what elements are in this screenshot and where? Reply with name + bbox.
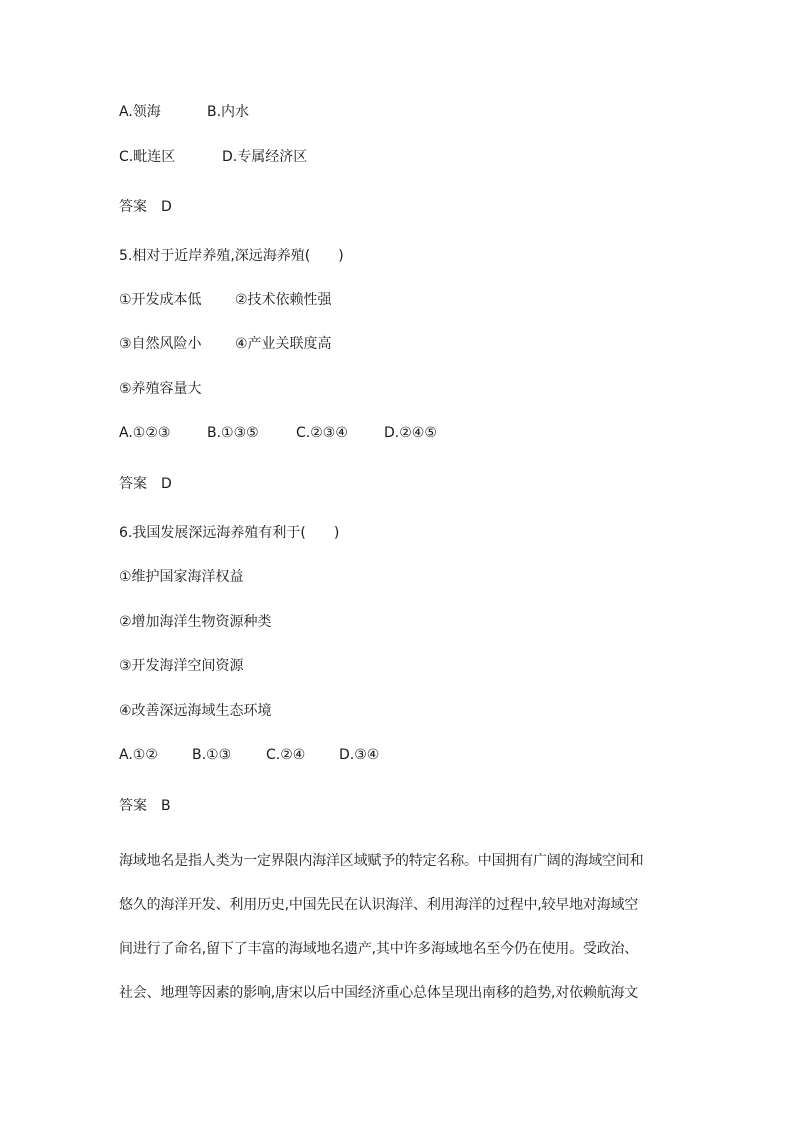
q6-answer: 答案 B <box>119 798 171 814</box>
q6-item-4: ④改善深远海域生态环境 <box>119 703 272 719</box>
q6-item-1: ①维护国家海洋权益 <box>119 569 244 585</box>
q5-option-c: C.②③④ <box>296 425 348 441</box>
q4-answer: 答案 D <box>119 199 172 215</box>
q5-item-5: ⑤养殖容量大 <box>119 381 202 397</box>
q6-option-a: A.①② <box>119 747 158 763</box>
q5-option-a: A.①②③ <box>119 425 171 441</box>
q4-option-b: B.内水 <box>207 104 250 120</box>
q5-item-4: ④产业关联度高 <box>235 336 332 352</box>
q4-options-row-2 <box>119 147 307 167</box>
q6-item-2: ②增加海洋生物资源种类 <box>119 614 272 630</box>
q5-items-row-2 <box>119 334 332 354</box>
q5-answer: 答案 D <box>119 476 172 492</box>
q6-option-b: B.①③ <box>192 747 232 763</box>
q5-item-3: ③自然风险小 <box>119 336 202 352</box>
passage-line-3: 间进行了命名,留下了丰富的海域地名遗产,其中许多海域地名至今仍在使用。受政治、 <box>119 941 639 957</box>
q6-item-3: ③开发海洋空间资源 <box>119 658 244 674</box>
q4-option-a: A.领海 <box>119 104 161 120</box>
q6-stem: 6.我国发展深远海养殖有利于( ) <box>119 525 340 541</box>
q5-stem: 5.相对于近岸养殖,深远海养殖( ) <box>119 248 344 264</box>
q5-items-row-1 <box>119 290 332 310</box>
q6-option-d: D.③④ <box>339 747 380 763</box>
passage-line-4: 社会、地理等因素的影响,唐宋以后中国经济重心总体呈现出南移的趋势,对依赖航海文 <box>119 985 639 1001</box>
passage-line-1: 海域地名是指人类为一定界限内海洋区域赋予的特定名称。中国拥有广阔的海域空间和 <box>119 853 644 869</box>
q4-option-c: C.毗连区 <box>119 149 176 165</box>
q5-item-1: ①开发成本低 <box>119 292 202 308</box>
q6-options <box>119 745 379 765</box>
passage-line-2: 悠久的海洋开发、利用历史,中国先民在认识海洋、利用海洋的过程中,较早地对海域空 <box>119 897 639 913</box>
q5-options <box>119 423 437 443</box>
q4-option-d: D.专属经济区 <box>222 149 308 165</box>
q4-options-row-1 <box>119 102 249 122</box>
q5-item-2: ②技术依赖性强 <box>235 292 332 308</box>
q5-option-d: D.②④⑤ <box>384 425 437 441</box>
q6-option-c: C.②④ <box>266 747 306 763</box>
q5-option-b: B.①③⑤ <box>207 425 259 441</box>
